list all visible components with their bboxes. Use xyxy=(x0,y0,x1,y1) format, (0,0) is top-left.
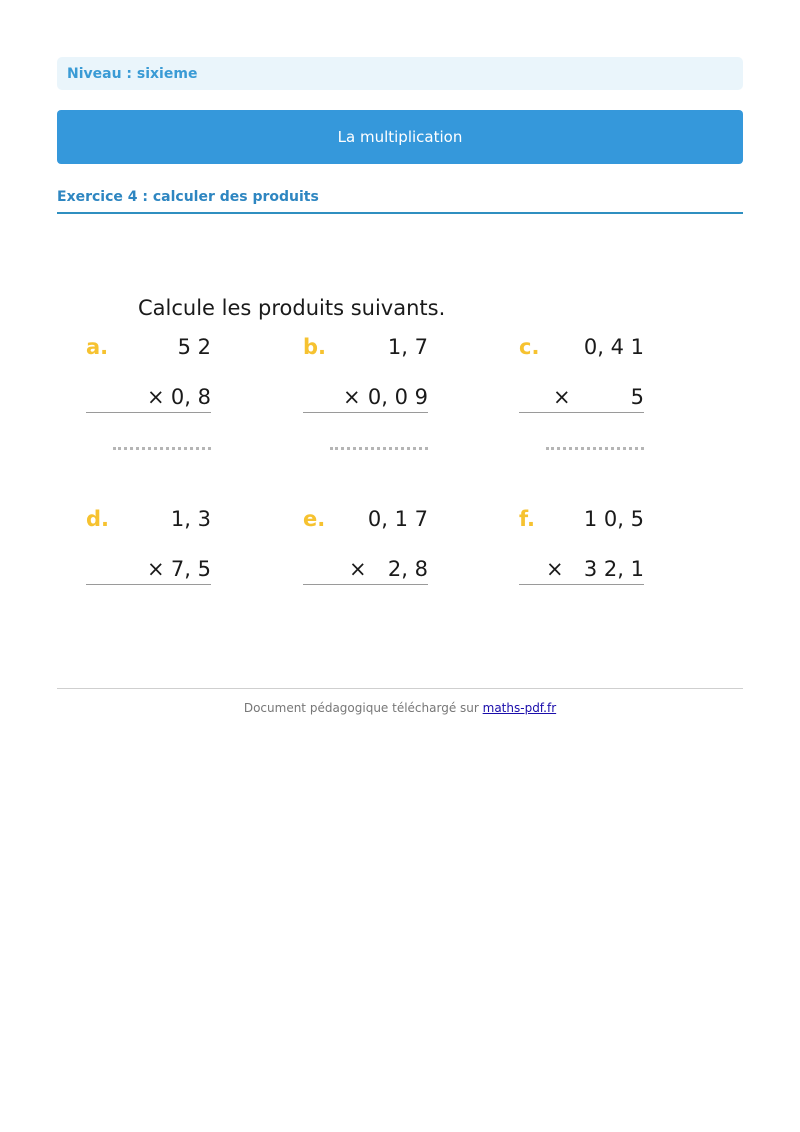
times-sign: × xyxy=(343,385,361,409)
times-sign: × xyxy=(147,557,165,581)
multiplier: 7, 5 xyxy=(170,557,211,581)
operation-rule xyxy=(86,412,211,413)
operation-rule xyxy=(519,412,644,413)
instruction-text: Calcule les produits suivants. xyxy=(138,296,446,320)
problem-letter: f. xyxy=(519,507,535,531)
multiplicand: 1, 7 xyxy=(387,335,428,359)
problem-letter: c. xyxy=(519,335,540,359)
multiplier: 0, 0 9 xyxy=(367,385,428,409)
problem-b xyxy=(303,334,428,458)
problem-d xyxy=(86,506,211,590)
problem-letter: d. xyxy=(86,507,110,531)
answer-dots xyxy=(546,442,644,450)
times-sign: × xyxy=(546,557,564,581)
problem-c xyxy=(519,334,644,458)
times-sign: × xyxy=(147,385,165,409)
operation-rule xyxy=(303,412,428,413)
problem-letter: a. xyxy=(86,335,109,359)
level-label: Niveau : sixieme xyxy=(67,65,198,82)
operation-rule xyxy=(303,584,428,585)
footer-text: Document pédagogique téléchargé sur xyxy=(243,701,483,715)
footer-divider xyxy=(57,688,743,689)
multiplier: 3 2, 1 xyxy=(583,557,644,581)
multiplier: 0, 8 xyxy=(170,385,211,409)
problem-f xyxy=(519,506,644,590)
page-title: La multiplication xyxy=(337,128,463,146)
problem-a xyxy=(86,334,211,458)
operation-rule xyxy=(86,584,211,585)
answer-dots xyxy=(113,442,211,450)
problem-letter: b. xyxy=(303,335,327,359)
multiplicand: 0, 1 7 xyxy=(367,507,428,531)
multiplier: 5 xyxy=(630,385,644,409)
footer xyxy=(0,701,800,715)
multiplicand: 1 0, 5 xyxy=(583,507,644,531)
answer-dots xyxy=(330,442,428,450)
level-box xyxy=(57,57,743,90)
exercise-title: Exercice 4 : calculer des produits xyxy=(57,189,319,205)
problem-letter: e. xyxy=(303,507,326,531)
multiplicand: 5 2 xyxy=(177,335,211,359)
operation-rule xyxy=(519,584,644,585)
exercise-heading xyxy=(57,186,743,214)
problem-e xyxy=(303,506,428,590)
times-sign: × xyxy=(553,385,571,409)
multiplicand: 1, 3 xyxy=(170,507,211,531)
title-banner xyxy=(57,110,743,164)
footer-link[interactable]: maths-pdf.fr xyxy=(482,701,557,715)
multiplier: 2, 8 xyxy=(387,557,428,581)
times-sign: × xyxy=(349,557,367,581)
multiplicand: 0, 4 1 xyxy=(583,335,644,359)
